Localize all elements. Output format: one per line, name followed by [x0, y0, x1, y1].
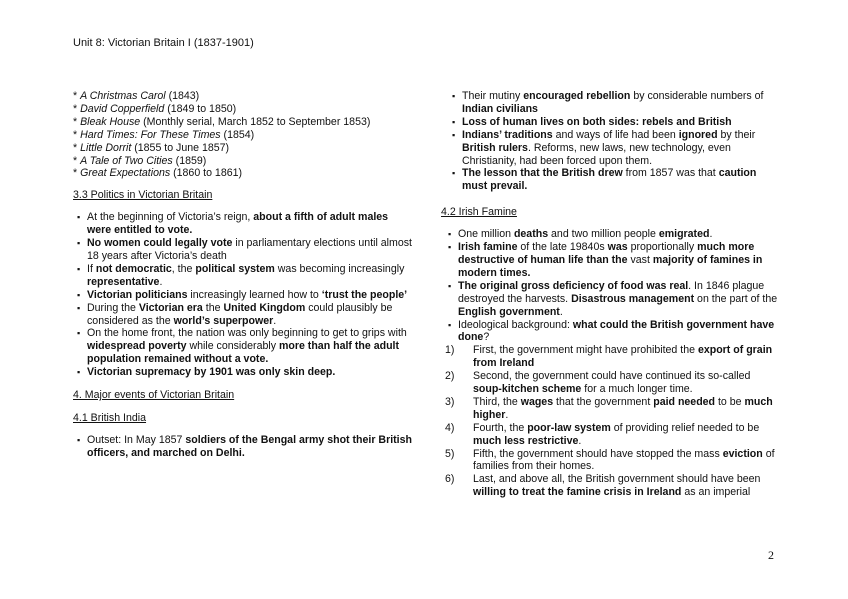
bold-text: Victorian era: [138, 301, 203, 314]
text-run: as an imperial: [681, 486, 751, 499]
text-run: Third, the: [473, 395, 521, 408]
bold-text: encouraged rebellion: [523, 90, 631, 102]
famine-options-list: [444, 344, 781, 499]
text-run: of families from their homes.: [473, 447, 775, 473]
work-item: * Bleak House (Monthly serial, March 1852 to September 1853): [73, 115, 371, 128]
bold-text: export of grain from Ireland: [473, 344, 773, 370]
text-run: One million: [458, 228, 514, 241]
bold-text: The original gross deficiency of food was real: [458, 279, 689, 292]
text-run: that the government: [553, 395, 654, 408]
bullet-item: [73, 263, 413, 289]
text-run: , the: [171, 262, 196, 275]
section-heading-british-india: 4.1 British India: [73, 411, 147, 424]
text-run: ?: [483, 331, 490, 344]
text-run: Second, the government could have continued its so-called: [473, 370, 751, 383]
text-run: on the part of the: [694, 292, 778, 305]
bold-text: No women could legally vote: [87, 237, 233, 250]
bold-text: Victorian politicians: [87, 288, 188, 301]
bold-text: widespread poverty: [87, 340, 187, 353]
bold-text: paid needed: [653, 395, 716, 408]
bullet-item: [73, 211, 413, 237]
bold-text: political system: [195, 262, 275, 275]
bold-text: much higher: [473, 395, 773, 421]
bullet-item: [73, 327, 413, 366]
right-column: [441, 90, 781, 499]
item-number: 1): [445, 344, 455, 357]
bold-text: English government: [458, 305, 560, 318]
bold-text: Loss of human lives on both sides: rebels and British: [462, 115, 732, 128]
bold-text: eviction: [722, 447, 763, 460]
bold-text: ignored: [678, 128, 718, 141]
text-run: the: [202, 301, 224, 314]
text-run: vast: [627, 253, 653, 266]
bold-text: Victorian supremacy by 1901 was only skin deep.: [87, 366, 336, 379]
bold-text: much less restrictive: [473, 434, 579, 447]
text-run: by their: [717, 128, 756, 141]
bold-text: Disastrous management: [571, 292, 695, 305]
text-run: Ideological background:: [458, 318, 573, 331]
text-run: On the home front, the nation was only beginning to get to grips with: [87, 327, 407, 340]
bullet-item: [73, 366, 413, 379]
text-run: .: [559, 305, 563, 318]
bold-text: deaths: [513, 228, 549, 241]
text-run: and ways of life had been: [552, 128, 679, 141]
bold-text: Indians’ traditions: [462, 128, 553, 141]
bullet-item: [444, 319, 781, 345]
bold-text: much more destructive of human life than the: [458, 241, 755, 266]
work-item: * Hard Times: For These Times (1854): [73, 128, 255, 141]
numbered-item: [444, 370, 781, 396]
bullet-item: [73, 302, 413, 328]
work-item: * A Christmas Carol (1843): [73, 90, 200, 102]
text-run: Their mutiny: [462, 90, 524, 102]
item-number: 3): [445, 395, 455, 408]
text-run: of the late 19840s: [517, 241, 608, 254]
text-run: in parliamentary elections until almost 18 years after Victoria’s death: [87, 237, 412, 262]
item-number: 5): [445, 447, 455, 460]
text-run: Outset: In May 1857: [87, 433, 186, 446]
bold-text: wages: [520, 395, 554, 408]
text-run: If: [87, 262, 96, 275]
text-run: .: [578, 434, 582, 447]
bold-text: poor-law system: [527, 421, 611, 434]
work-item: * Great Expectations (1860 to 1861): [73, 167, 243, 180]
section-heading-politics: 3.3 Politics in Victorian Britain: [73, 189, 213, 202]
page-number: 2: [768, 548, 774, 562]
bold-text: caution must prevail.: [462, 167, 757, 193]
text-run: Last, and above all, the British government should have been: [473, 473, 761, 486]
section-heading-irish-famine: 4.2 Irish Famine: [441, 206, 517, 219]
bullet-item: [448, 167, 781, 193]
text-run: for a much longer time.: [581, 383, 693, 396]
text-run: . Reforms, new laws, new technology, even Christianity, had been forced upon them.: [462, 141, 731, 167]
text-run: . In 1846 plague destroyed the harvests.: [458, 279, 765, 305]
text-run: proportionally: [627, 241, 698, 254]
text-run: At the beginning of Victoria’s reign,: [87, 211, 254, 224]
numbered-item: [444, 448, 781, 474]
bullet-item: [73, 434, 413, 460]
numbered-item: [444, 396, 781, 422]
text-run: During the: [87, 301, 139, 314]
bullet-item: [448, 116, 781, 129]
text-run: .: [505, 408, 509, 421]
bold-text: The lesson that the British drew: [462, 167, 623, 180]
bullet-item: [448, 129, 781, 168]
item-number: 4): [445, 421, 455, 434]
text-run: was becoming increasingly: [274, 262, 405, 275]
bold-text: not democratic: [95, 262, 172, 275]
text-run: .: [709, 228, 713, 241]
bold-text: ‘trust the people’: [321, 288, 408, 301]
bullet-item: [444, 280, 781, 319]
bullet-item: [444, 228, 781, 241]
bold-text: United Kingdom: [223, 301, 306, 314]
bold-text: soup-kitchen scheme: [473, 383, 582, 396]
item-number: 6): [445, 473, 455, 486]
section-heading-major-events: 4. Major events of Victorian Britain: [73, 389, 235, 402]
work-item: * Little Dorrit (1855 to June 1857): [73, 141, 230, 154]
text-run: First, the government might have prohibited the: [473, 344, 698, 357]
british-india-continued-list: [448, 90, 781, 193]
british-india-list: [73, 434, 413, 460]
bold-text: representative: [87, 275, 160, 288]
text-run: from 1857 was that: [622, 167, 719, 180]
bold-text: emigrated: [658, 228, 710, 241]
left-column: [73, 90, 413, 460]
text-run: .: [273, 314, 277, 327]
text-run: by considerable numbers of: [630, 90, 764, 102]
bold-text: majority of famines in modern times.: [458, 253, 763, 279]
work-item: * A Tale of Two Cities (1859): [73, 154, 207, 167]
bold-text: willing to treat the famine crisis in Ireland: [473, 486, 682, 499]
text-run: and two million people: [548, 228, 659, 241]
numbered-item: [444, 473, 781, 499]
work-item: * David Copperfield (1849 to 1850): [73, 102, 237, 115]
dickens-works-list: [73, 90, 413, 180]
bold-text: British rulers: [462, 141, 528, 154]
bold-text: soldiers of the Bengal army shot their British officers, and marched on Delhi.: [87, 433, 412, 459]
bold-text: more than half the adult population remained without a vote.: [87, 340, 400, 366]
bold-text: Indian civilians: [462, 102, 538, 115]
bullet-item: [73, 289, 413, 302]
text-run: Fourth, the: [473, 421, 528, 434]
bullet-item: [448, 90, 781, 116]
text-run: of providing relief needed to be: [610, 421, 760, 434]
text-run: Fifth, the government should have stopped the mass: [473, 447, 723, 460]
text-run: .: [159, 275, 163, 288]
bold-text: Irish famine: [458, 241, 518, 254]
text-run: while considerably: [186, 340, 279, 353]
text-run: increasingly learned how to: [187, 288, 322, 301]
irish-famine-list: [444, 228, 781, 344]
text-run: to be: [715, 395, 745, 408]
bullet-item: [73, 237, 413, 263]
bold-text: world’s superpower: [173, 314, 274, 327]
bullet-item: [444, 241, 781, 280]
bold-text: was: [607, 241, 628, 254]
numbered-item: [444, 422, 781, 448]
text-run: could plausibly be considered as the: [87, 301, 393, 327]
page-header: Unit 8: Victorian Britain I (1837-1901): [73, 37, 254, 49]
politics-list: [73, 211, 413, 379]
bold-text: about a fifth of adult males were entitled to vote.: [87, 211, 389, 237]
numbered-item: [444, 344, 781, 370]
item-number: 2): [445, 370, 455, 383]
bold-text: what could the British government have done: [458, 318, 775, 344]
